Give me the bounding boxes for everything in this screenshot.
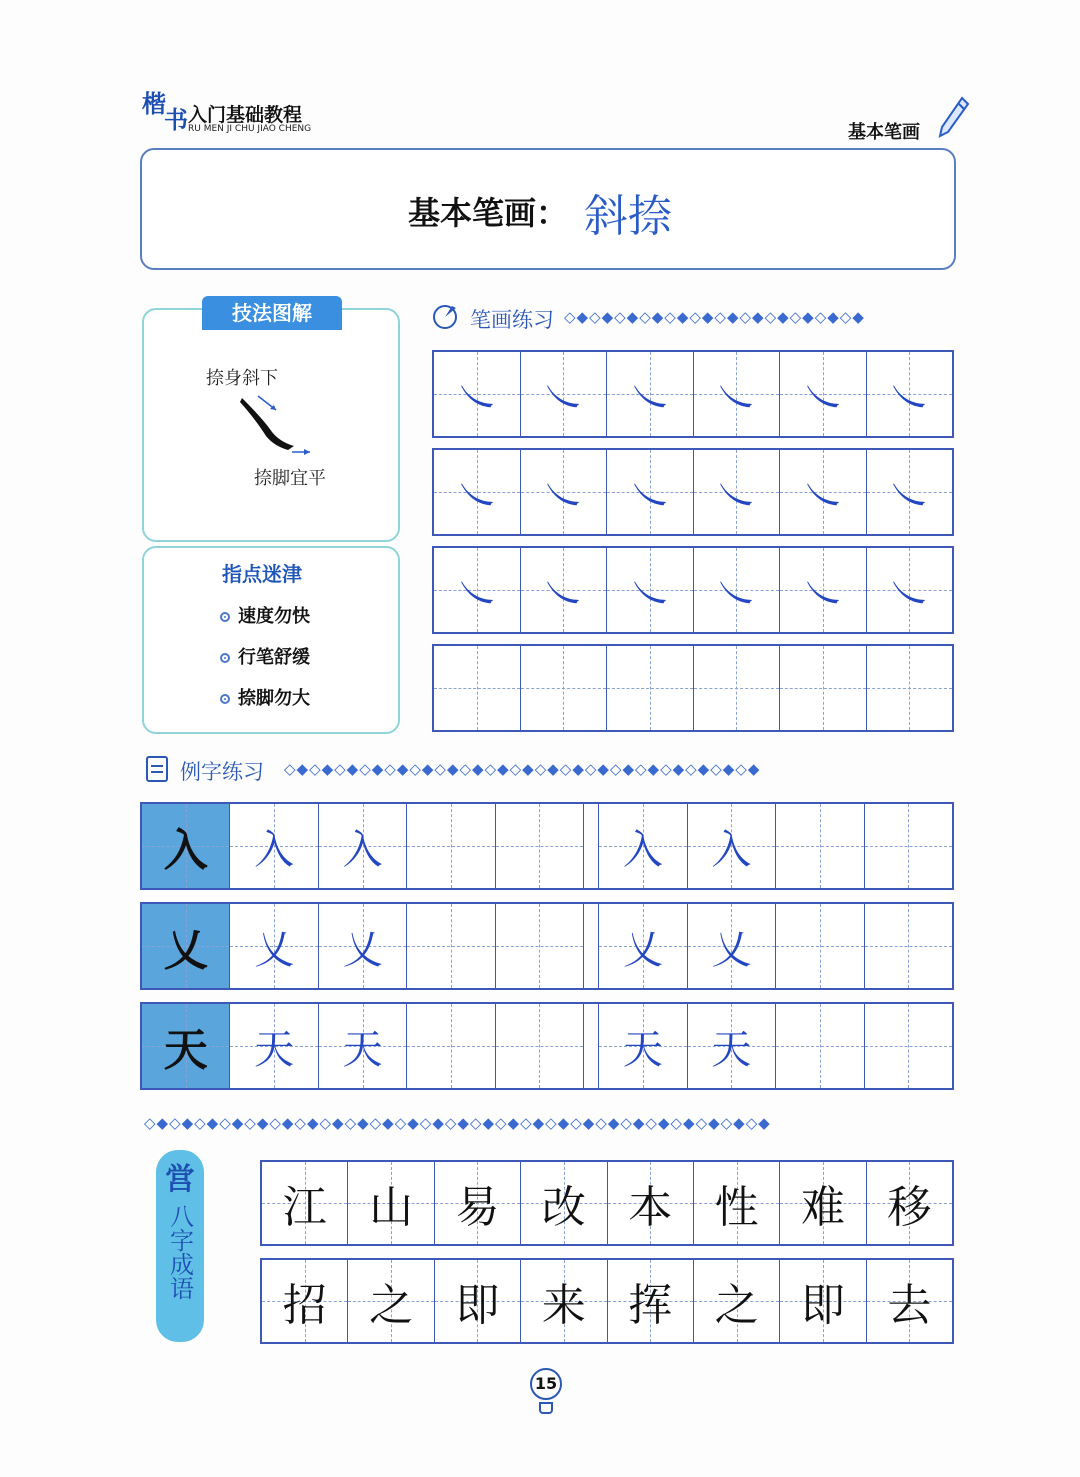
idiom-cell: 之 [693,1260,779,1342]
practice-cell[interactable] [693,646,780,730]
practice-cell[interactable]: ㇏ [866,548,953,632]
example-cell[interactable] [406,904,494,988]
decor-dots-divider: ◇◆◇◆◇◆◇◆◇◆◇◆◇◆◇◆◇◆◇◆◇◆◇◆◇◆◇◆◇◆◇◆◇◆◇◆◇◆◇◆◇◆◇◆◇◆◇◆◇◆ [144,1114,771,1132]
example-model-char: 入 [142,804,229,888]
brand-pinyin: RU MEN JI CHU JIAO CHENG [188,124,312,134]
idiom-cell: 本 [607,1162,693,1244]
decor-dots: ◇◆◇◆◇◆◇◆◇◆◇◆◇◆◇◆◇◆◇◆◇◆◇◆ [564,308,865,326]
idiom-cell: 之 [347,1260,433,1342]
practice-row [432,350,954,438]
page-number-badge [530,1368,562,1424]
practice-cell[interactable]: ㇏ [779,352,866,436]
example-row [140,802,954,890]
practice-cell[interactable]: ㇏ [866,450,953,534]
example-cell[interactable] [406,804,494,888]
example-cell[interactable]: 入 [598,804,686,888]
lightbulb-base-icon [539,1402,553,1414]
example-cell[interactable]: 入 [229,804,317,888]
idiom-cell: 来 [520,1260,606,1342]
bullet-icon [220,653,230,663]
practice-cell[interactable]: ㇏ [866,352,953,436]
example-practice-heading: 例字练习 [180,760,264,784]
stroke-practice-header [432,302,954,332]
practice-cell[interactable]: ㇏ [520,450,607,534]
bullet-icon [220,612,230,622]
section-label: 基本笔画 [848,122,920,143]
title-box [140,148,956,270]
example-row [140,902,954,990]
idiom-cell: 移 [866,1162,952,1244]
idiom-side-tab [156,1150,204,1342]
example-practice-grid [140,802,954,1090]
practice-cell[interactable]: ㇏ [779,450,866,534]
idiom-cell: 即 [434,1260,520,1342]
example-cell[interactable] [406,1004,494,1088]
tips-heading: 指点迷津 [222,562,302,586]
idiom-cell: 即 [779,1260,865,1342]
example-cell[interactable] [775,804,863,888]
practice-cell[interactable]: ㇏ [520,352,607,436]
idiom-row [260,1160,954,1246]
practice-cell[interactable]: ㇏ [693,548,780,632]
practice-cell[interactable]: ㇏ [434,352,520,436]
idiom-cell: 招 [262,1260,347,1342]
idiom-cell: 性 [693,1162,779,1244]
brand-logo [142,92,342,136]
practice-cell[interactable]: ㇏ [606,352,693,436]
idiom-grid [260,1160,954,1344]
example-cell[interactable]: 乂 [687,904,775,988]
pen-icon [936,94,972,140]
example-practice-header [144,754,954,784]
example-cell[interactable]: 乂 [598,904,686,988]
practice-cell[interactable] [606,646,693,730]
example-cell[interactable] [775,1004,863,1088]
brand-char-shu: 书 [164,106,188,134]
idiom-cell: 去 [866,1260,952,1342]
tip-text: 行笔舒缓 [238,647,310,668]
idiom-label: 八字成语 [165,1204,194,1300]
stroke-practice-heading: 笔画练习 [470,308,554,332]
idiom-cell: 山 [347,1162,433,1244]
brand-title: 入门基础教程 [188,104,303,126]
example-cell[interactable] [495,1004,583,1088]
example-cell[interactable]: 入 [318,804,406,888]
tip-text: 速度勿快 [238,606,310,627]
practice-cell[interactable]: ㇏ [520,548,607,632]
example-cell[interactable]: 乂 [318,904,406,988]
practice-row [432,546,954,634]
practice-cell[interactable]: ㇏ [779,548,866,632]
bullet-icon [220,694,230,704]
example-cell[interactable]: 天 [687,1004,775,1088]
example-cell[interactable]: 天 [229,1004,317,1088]
example-model-char: 天 [142,1004,229,1088]
practice-cell[interactable] [866,646,953,730]
example-cell[interactable] [864,904,952,988]
page-title-label: 基本笔画： [408,194,569,232]
practice-cell[interactable]: ㇏ [434,548,520,632]
idiom-badge: 営 [165,1162,195,1197]
idiom-row [260,1258,954,1344]
idiom-cell: 易 [434,1162,520,1244]
practice-cell[interactable]: ㇏ [434,450,520,534]
tip-item [220,684,310,710]
practice-cell[interactable]: ㇏ [693,352,780,436]
practice-cell[interactable] [520,646,607,730]
stroke-practice-grid [432,350,954,732]
example-model-char: 乂 [142,904,229,988]
practice-cell[interactable] [434,646,520,730]
page-number: 15 [530,1368,562,1400]
practice-row [432,644,954,732]
tip-item [220,602,310,628]
gap [583,904,598,988]
technique-tab: 技法图解 [202,296,342,330]
example-cell[interactable]: 入 [687,804,775,888]
clock-pen-icon [432,302,460,334]
gap [583,804,598,888]
idiom-cell: 改 [520,1162,606,1244]
tip-item [220,643,310,669]
gap [583,1004,598,1088]
technique-note-top: 捺身斜下 [206,368,278,389]
stroke-diagram [234,390,324,460]
example-cell[interactable] [775,904,863,988]
tip-text: 捺脚勿大 [238,688,310,709]
example-cell[interactable]: 天 [318,1004,406,1088]
example-cell[interactable]: 乂 [229,904,317,988]
example-cell[interactable] [495,904,583,988]
example-cell[interactable] [864,1004,952,1088]
idiom-cell: 难 [779,1162,865,1244]
idiom-cell: 江 [262,1162,347,1244]
practice-row [432,448,954,536]
example-cell[interactable]: 天 [598,1004,686,1088]
tips-panel [142,546,400,734]
example-cell[interactable] [495,804,583,888]
decor-dots: ◇◆◇◆◇◆◇◆◇◆◇◆◇◆◇◆◇◆◇◆◇◆◇◆◇◆◇◆◇◆◇◆◇◆◇◆◇◆ [284,760,761,778]
notebook-icon [144,754,170,788]
practice-cell[interactable]: ㇏ [606,548,693,632]
practice-cell[interactable]: ㇏ [606,450,693,534]
page-title-stroke: 斜捺 [584,191,672,242]
technique-note-bottom: 捺脚宜平 [254,468,326,489]
example-row [140,1002,954,1090]
practice-cell[interactable] [779,646,866,730]
technique-panel [142,301,400,542]
example-cell[interactable] [864,804,952,888]
idiom-cell: 挥 [607,1260,693,1342]
practice-cell[interactable]: ㇏ [693,450,780,534]
brand-char-kai: 楷 [142,90,166,118]
